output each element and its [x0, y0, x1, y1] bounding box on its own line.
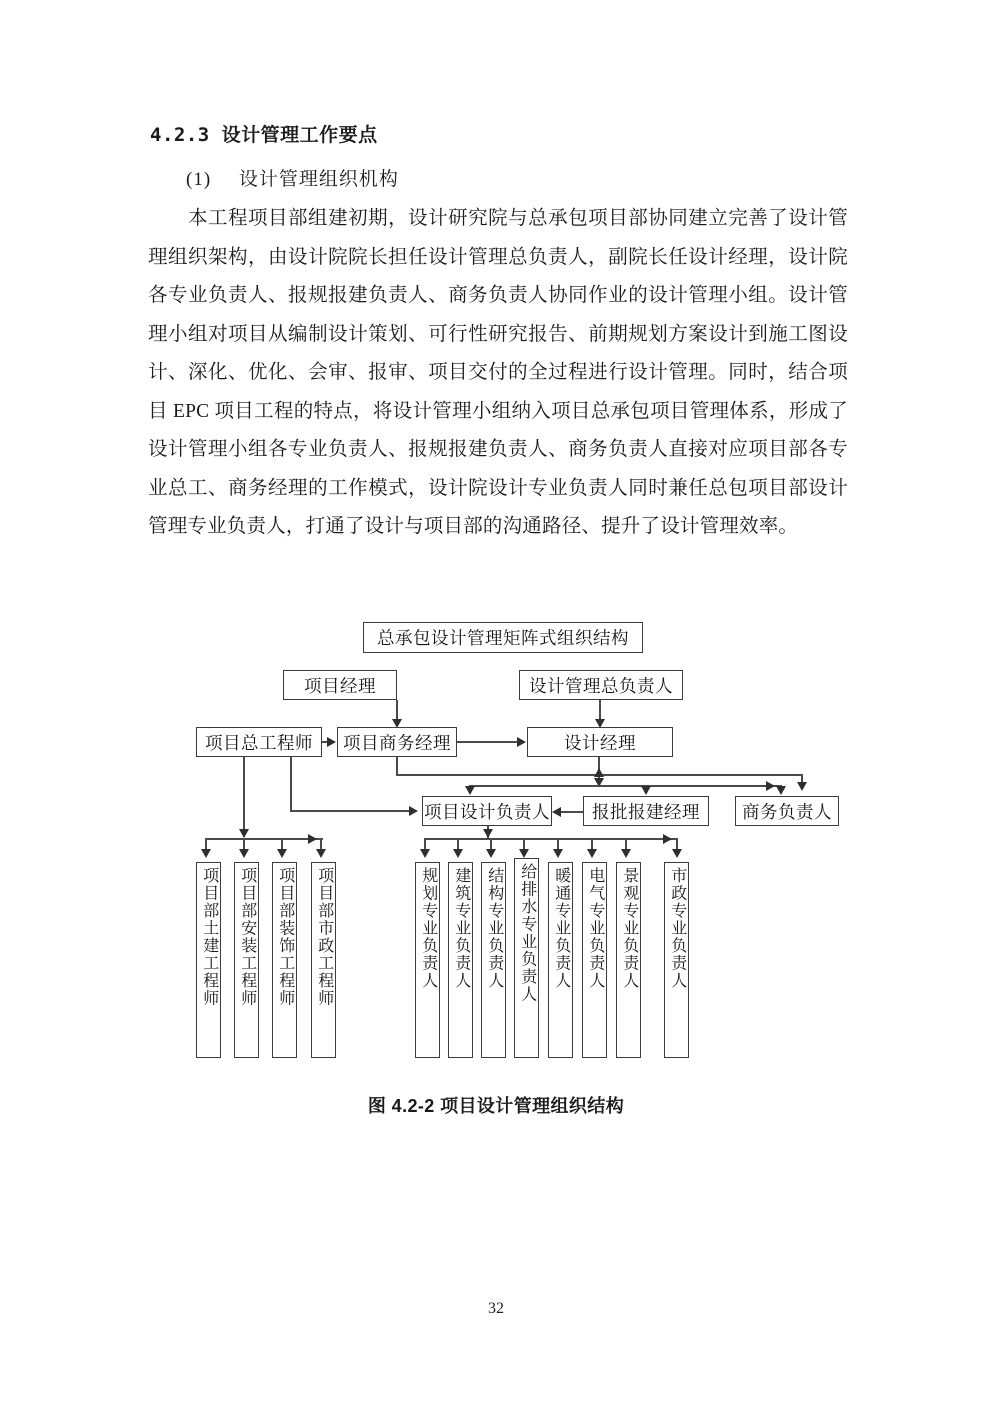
arrowhead-ce-bus: [239, 829, 249, 838]
node-commercial-lead: 商务负责人: [735, 796, 839, 826]
arrowhead-pm-to-cm: [392, 719, 402, 728]
leaf-label-right-7: 景观专业负责人: [620, 867, 638, 990]
subsection-number: (1): [186, 169, 212, 190]
edge-ce-drop-left: [243, 757, 245, 837]
node-project-manager: 项目经理: [283, 670, 397, 700]
edge-ce-to-pdl: [290, 810, 412, 812]
arrowhead-right-2: [453, 849, 463, 858]
org-chart-diagram: [0, 600, 992, 1090]
subsection-heading: [186, 164, 399, 191]
leaf-label-right-6: 电气专业负责人: [586, 867, 604, 990]
leaf-label-right-1: 规划专业负责人: [419, 867, 437, 990]
leaf-box-left-3: [272, 862, 297, 1058]
arrowhead-dm-bus-right: [766, 781, 775, 791]
leaf-label-left-2: 项目部安装工程师: [238, 867, 256, 1007]
leaf-label-left-3: 项目部装饰工程师: [276, 867, 294, 1007]
arrowhead-right-7: [621, 849, 631, 858]
leaf-label-right-8: 市政专业负责人: [668, 867, 686, 990]
node-approval-manager: 报批报建经理: [583, 796, 709, 826]
leaf-box-right-2: [448, 862, 473, 1058]
edge-dm-bus: [469, 785, 781, 787]
diagram-title-box: 总承包设计管理矩阵式组织结构: [363, 622, 643, 653]
leaf-box-right-1: [415, 862, 440, 1058]
node-design-manager: 设计经理: [527, 727, 673, 757]
node-chief-engineer: 项目总工程师: [196, 727, 322, 757]
arrowhead-chief-to-dm: [595, 719, 605, 728]
arrowhead-dm-up: [594, 768, 604, 777]
leaf-box-right-4: [514, 858, 539, 1058]
node-commercial-manager: 项目商务经理: [337, 727, 457, 757]
leaf-label-right-2: 建筑专业负责人: [452, 867, 470, 990]
leaf-label-left-1: 项目部土建工程师: [200, 867, 218, 1007]
arrowhead-right-5: [553, 849, 563, 858]
leaf-box-left-1: [196, 862, 221, 1058]
leaf-box-right-7: [616, 862, 641, 1058]
arrowhead-right-1: [420, 849, 430, 858]
body-paragraph: 本工程项目部组建初期，设计研究院与总承包项目部协同建立完善了设计管理组织架构，由设计院院长担任设计管理总负责人，副院长任设计经理，设计院各专业负责人、报规报建负责人、商务负责人协同作业的设计管理小组。设计管理小组对项目从编制设计策划、可行性研究报告、前期规划方案设计到施工图设计、深化、优化、会审、报审、项目交付的全过程进行设计管理。同时，结合项目 EPC 项目工程的特点，将设计管理小组纳入项目总承包项目管理体系，形成了设计管理小组各专业负责人、报规报建负责人、商务负责人直接对应项目部各专业总工、商务经理的工作模式，设计院设计专业负责人同时兼任总包项目部设计管理专业负责人，打通了设计与项目部的沟通路径、提升了设计管理效率。: [148, 208, 848, 537]
leaf-label-left-4: 项目部市政工程师: [315, 867, 333, 1007]
arrowhead-dm-to-cl2: [776, 786, 786, 795]
right-group-bus: [424, 838, 677, 840]
section-heading-number: 4.2.3: [150, 124, 210, 146]
page-number: 32: [488, 1300, 504, 1317]
arrowhead-cm-to-dm: [517, 737, 526, 747]
node-design-chief: 设计管理总负责人: [519, 670, 683, 700]
leaf-box-right-5: [548, 862, 573, 1058]
arrowhead-left-bus-right: [308, 834, 317, 844]
arrowhead-left-2: [239, 849, 249, 858]
section-heading: [150, 120, 378, 147]
arrowhead-left-1: [201, 849, 211, 858]
leaf-box-left-4: [311, 862, 336, 1058]
left-group-bus: [205, 838, 323, 840]
arrowhead-right-3: [486, 849, 496, 858]
arrowhead-dm-to-am: [641, 786, 651, 795]
arrowhead-left-4: [316, 849, 326, 858]
leaf-box-right-6: [582, 862, 607, 1058]
arrowhead-right-4: [519, 849, 529, 858]
figure-caption: 图 4.2-2 项目设计管理组织结构: [367, 1096, 625, 1116]
node-project-design-lead: 项目设计负责人: [422, 796, 552, 826]
section-heading-title: 设计管理工作要点: [221, 124, 378, 146]
leaf-label-right-3: 结构专业负责人: [485, 867, 503, 990]
subsection-title: 设计管理组织机构: [238, 169, 399, 190]
arrowhead-right-6: [587, 849, 597, 858]
leaf-box-right-3: [481, 862, 506, 1058]
arrowhead-ce-to-cm: [327, 737, 336, 747]
arrowhead-dm-to-pdl: [465, 786, 475, 795]
leaf-box-right-8: [664, 862, 689, 1058]
arrowhead-ce-to-pdl: [409, 806, 418, 816]
edge-cm-drop: [396, 757, 398, 775]
arrowhead-am-to-pdl: [552, 807, 561, 817]
arrowhead-cm-to-cl: [797, 782, 807, 791]
arrowhead-right-bus-right: [663, 834, 672, 844]
arrowhead-right-8: [672, 849, 682, 858]
leaf-box-left-2: [234, 862, 259, 1058]
edge-cm-to-dm: [457, 741, 521, 743]
edge-ce-drop-right: [290, 757, 292, 811]
arrowhead-pdl-bus: [483, 829, 493, 838]
arrowhead-left-3: [277, 849, 287, 858]
leaf-label-right-4: 给排水专业负责人: [518, 863, 536, 1003]
leaf-label-right-5: 暖通专业负责人: [552, 867, 570, 990]
